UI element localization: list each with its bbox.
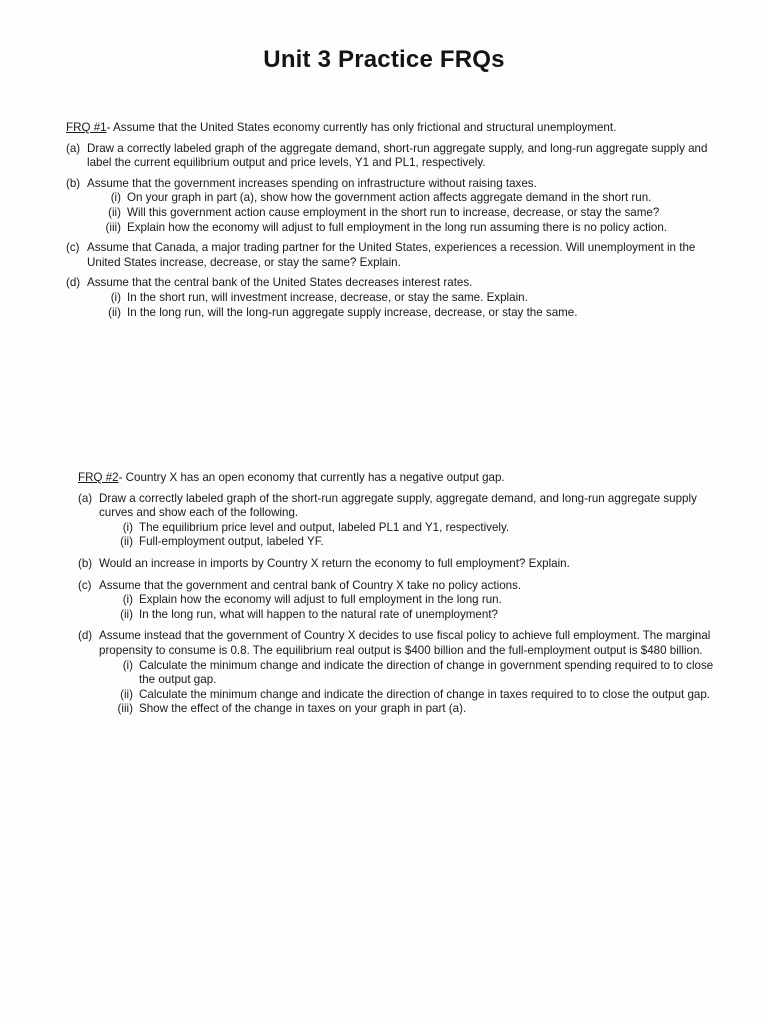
sub-number: (i) (110, 191, 121, 205)
sub-text: Explain how the economy will adjust to full employment in the long run. (139, 593, 502, 607)
sub-number: (ii) (108, 305, 121, 319)
part-text: Assume that the government and central bank of Country X take no policy actions. (99, 578, 522, 592)
sub-question (87, 221, 716, 236)
sub-question (99, 608, 718, 623)
sub-text: On your graph in part (a), show how the government action affects aggregate demand in the short run. (127, 191, 652, 205)
sub-question (99, 521, 718, 536)
sub-question (99, 688, 718, 703)
sub-question (99, 593, 718, 608)
part-text: Assume that Canada, a major trading partner for the United States, experiences a recession. Will unemployment in the United States increase, decrease, or stay the same? Explain. (87, 241, 696, 269)
sub-number: (i) (122, 658, 133, 672)
sub-question (87, 191, 716, 206)
part-letter: (c) (78, 578, 92, 592)
sub-number: (ii) (120, 687, 133, 701)
part-letter: (b) (66, 176, 81, 190)
part-text: Assume that the government increases spending on infrastructure without raising taxes. (87, 176, 537, 190)
sub-number: (iii) (117, 702, 133, 716)
frq-2-label: FRQ #2 (78, 471, 119, 484)
frq-2-part-b (78, 557, 718, 572)
frq-2-part-d (78, 629, 718, 717)
part-letter: (c) (66, 241, 80, 255)
frq-1-part-a (66, 142, 716, 171)
sub-question (99, 535, 718, 550)
part-text: Assume instead that the government of Country X decides to use fiscal policy to achieve full employment. The marginal propensity to consume is 0.8. The equilibrium real output is $400 billion and the full-employment output is $480 billion. (99, 629, 711, 657)
sub-number: (ii) (120, 607, 133, 621)
part-text: Draw a correctly labeled graph of the aggregate demand, short-run aggregate supply, and long-run aggregate supply and label the current equilibrium output and price levels, Y1 and PL1, respectively. (87, 141, 708, 170)
frq-2-intro-text: - Country X has an open economy that currently has a negative output gap. (118, 471, 505, 484)
sub-text: In the short run, will investment increase, decrease, or stay the same. Explain. (127, 290, 528, 304)
frq-2-section (78, 471, 718, 724)
sub-text: Calculate the minimum change and indicate the direction of change in taxes required to to close the output gap. (139, 687, 711, 701)
frq-1-label: FRQ #1 (66, 121, 107, 134)
frq-1-part-c (66, 241, 716, 270)
sub-text: Explain how the economy will adjust to full employment in the long run assuming there is no policy action. (127, 220, 668, 234)
page-title: Unit 3 Practice FRQs (263, 46, 505, 73)
part-letter: (d) (66, 276, 81, 290)
part-text: Would an increase in imports by Country X return the economy to full employment? Explain. (99, 556, 570, 570)
part-letter: (d) (78, 629, 93, 643)
sub-number: (ii) (120, 535, 133, 549)
sub-number: (i) (110, 290, 121, 304)
sub-number: (i) (122, 520, 133, 534)
frq-1-intro (66, 121, 716, 136)
frq-1-section (66, 121, 716, 326)
part-letter: (b) (78, 556, 93, 570)
sub-question (99, 659, 718, 688)
sub-number: (iii) (105, 220, 121, 234)
frq-1-part-b (66, 177, 716, 235)
sub-number: (i) (122, 593, 133, 607)
part-letter: (a) (66, 141, 81, 155)
frq-2-intro (78, 471, 718, 486)
sub-question (99, 702, 718, 717)
sub-text: Show the effect of the change in taxes on your graph in part (a). (139, 702, 467, 716)
sub-question (87, 306, 716, 321)
sub-number: (ii) (108, 205, 121, 219)
sub-question (87, 291, 716, 306)
sub-text: Full-employment output, labeled YF. (139, 535, 324, 549)
sub-text: Calculate the minimum change and indicate the direction of change in government spending required to to close the output gap. (139, 658, 714, 687)
part-text: Draw a correctly labeled graph of the short-run aggregate supply, aggregate demand, and long-run aggregate supply curves and show each of the following. (99, 491, 697, 520)
sub-question (87, 206, 716, 221)
part-letter: (a) (78, 491, 93, 505)
sub-text: In the long run, will the long-run aggregate supply increase, decrease, or stay the same. (127, 305, 578, 319)
sub-text: Will this government action cause employment in the short run to increase, decrease, or stay the same? (127, 205, 660, 219)
frq-1-part-d (66, 276, 716, 320)
frq-2-part-c (78, 579, 718, 623)
sub-text: In the long run, what will happen to the natural rate of unemployment? (139, 607, 498, 621)
frq-2-part-a (78, 492, 718, 550)
frq-1-intro-text: - Assume that the United States economy currently has only frictional and structural unemployment. (106, 121, 617, 134)
sub-text: The equilibrium price level and output, labeled PL1 and Y1, respectively. (139, 520, 510, 534)
part-text: Assume that the central bank of the United States decreases interest rates. (87, 276, 473, 290)
